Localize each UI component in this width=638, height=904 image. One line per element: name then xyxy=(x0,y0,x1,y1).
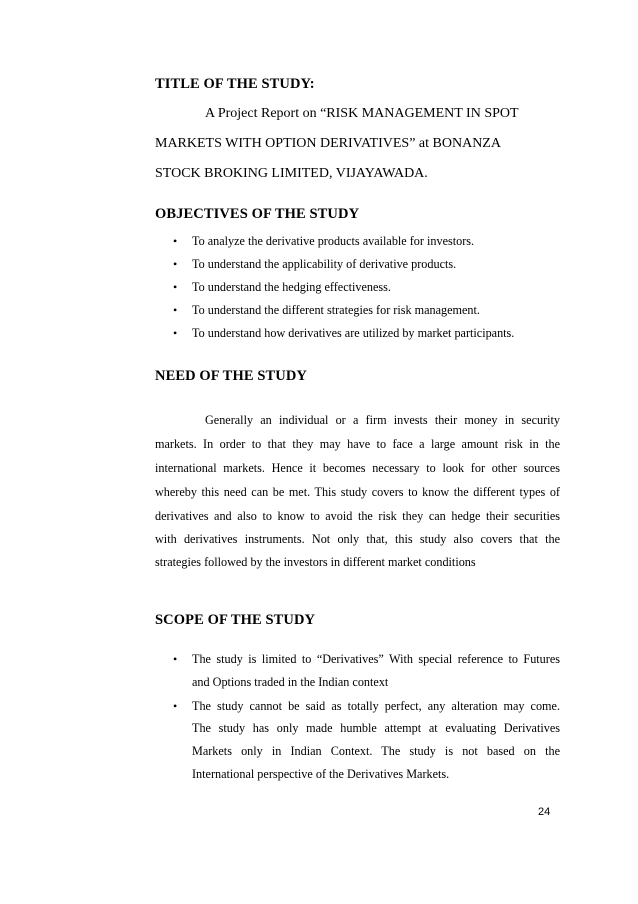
need-paragraph-line: Generally an individual or a firm invests their money in security xyxy=(205,413,560,427)
scope-item-line: The study has only made humble attempt at evaluating Derivatives xyxy=(192,721,560,735)
title-heading: TITLE OF THE STUDY: xyxy=(155,76,315,92)
need-paragraph-line: strategies followed by the investors in different market conditions xyxy=(155,555,476,569)
objective-item: To understand the hedging effectiveness. xyxy=(192,280,391,294)
scope-heading: SCOPE OF THE STUDY xyxy=(155,612,316,628)
bullet-icon: • xyxy=(173,326,178,340)
bullet-icon: • xyxy=(173,280,178,294)
scope-item-line: International perspective of the Derivatives Markets. xyxy=(192,767,450,781)
scope-item-line: The study cannot be said as totally perfect, any alteration may come. xyxy=(192,699,560,713)
scope-item-line: and Options traded in the Indian context xyxy=(192,675,389,689)
objective-item: To understand the applicability of derivative products. xyxy=(192,257,457,271)
need-paragraph-line: whereby this need can be met. This study covers to know the different types of xyxy=(155,485,560,499)
objective-item: To understand the different strategies for risk management. xyxy=(192,303,480,317)
objective-item: To analyze the derivative products available for investors. xyxy=(192,234,475,248)
need-paragraph-line: markets. In order to that they may have to face a large amount risk in the xyxy=(155,437,560,451)
bullet-icon: • xyxy=(173,257,178,271)
bullet-icon: • xyxy=(173,652,178,666)
need-heading: NEED OF THE STUDY xyxy=(155,368,307,384)
title-line-3: STOCK BROKING LIMITED, VIJAYAWADA. xyxy=(155,166,428,181)
title-line-1: A Project Report on “RISK MANAGEMENT IN SPOT xyxy=(205,106,519,121)
scope-item-line: The study is limited to “Derivatives” With special reference to Futures xyxy=(192,652,560,666)
bullet-icon: • xyxy=(173,234,178,248)
need-paragraph-line: with derivatives instruments. Not only that, this study also covers that the xyxy=(155,532,560,546)
page-number: 24 xyxy=(538,806,551,818)
objective-item: To understand how derivatives are utilized by market participants. xyxy=(192,326,515,340)
scope-item-line: Markets only in Indian Context. The study is not based on the xyxy=(192,744,560,758)
title-line-2: MARKETS WITH OPTION DERIVATIVES” at BONANZA xyxy=(155,136,501,151)
need-paragraph-line: derivatives and also to know to avoid the risk they can hedge their securities xyxy=(155,509,560,523)
objectives-heading: OBJECTIVES OF THE STUDY xyxy=(155,206,360,222)
need-paragraph-line: international markets. Hence it becomes necessary to look for other sources xyxy=(155,461,560,475)
bullet-icon: • xyxy=(173,699,178,713)
bullet-icon: • xyxy=(173,303,178,317)
